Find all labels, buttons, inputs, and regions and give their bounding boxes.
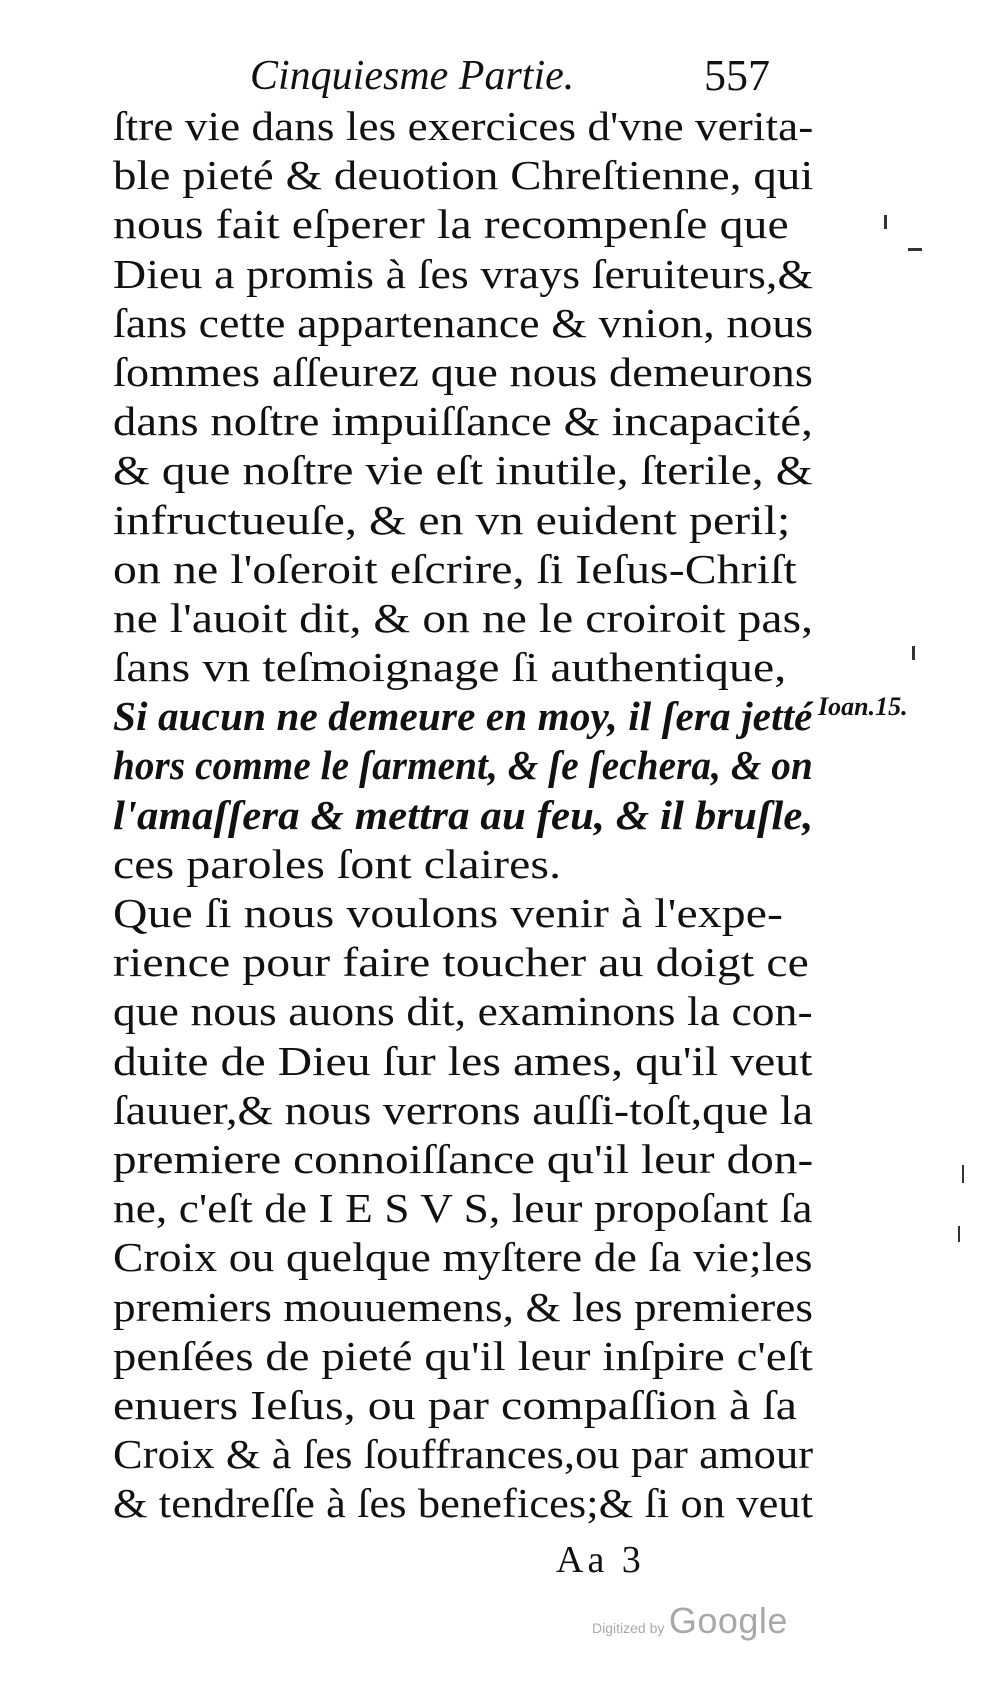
scan-speck xyxy=(884,215,887,229)
scripture-quote-line: l'amaſſera & mettra au feu, & il bruſle, xyxy=(113,791,814,838)
text-line: Que ſi nous voulons venir à l'expe- xyxy=(113,890,784,936)
signature-mark: Aa 3 xyxy=(556,1539,645,1581)
scan-speck xyxy=(908,248,922,251)
text-line: enuers Ieſus, ou par compaſſion à ſa xyxy=(113,1381,797,1428)
text-line: ſtre vie dans les exercices d'vne verita- xyxy=(113,103,814,149)
text-line: Croix ou quelque myſtere de ſa vie;les xyxy=(113,1234,813,1281)
page-number: 557 xyxy=(704,51,770,100)
text-line: Dieu a promis à ſes vrays ſeruiteurs,& xyxy=(113,250,814,297)
text-line: penſées de pieté qu'il leur inſpire c'eſt xyxy=(113,1332,813,1379)
text-line: rience pour faire toucher au doigt ce xyxy=(113,939,809,986)
scan-speck xyxy=(962,1165,964,1183)
text-line: ſans vn teſmoignage ſi authentique, xyxy=(113,644,787,691)
text-line: ſans cette appartenance & vnion, nous xyxy=(113,299,814,346)
scan-speck xyxy=(912,646,915,660)
text-line: ne l'auoit dit, & on ne le croiroit pas, xyxy=(113,594,814,641)
text-line: premiers mouuemens, & les premieres xyxy=(113,1283,814,1330)
text-line: premiere connoiſſance qu'il leur don- xyxy=(113,1135,814,1182)
scripture-quote-line: hors comme le ſarment, & ſe ſechera, & on xyxy=(113,742,813,789)
text-line: ſauuer,& nous verrons auſſi-toſt,que la xyxy=(113,1086,814,1133)
google-logo: Google xyxy=(668,1600,788,1641)
text-line: infructueuſe, & en vn euident peril; xyxy=(113,496,791,543)
text-line: & tendreſſe à ſes benefices;& ſi on veut xyxy=(113,1480,814,1527)
scan-speck xyxy=(958,1226,960,1242)
text-line: duite de Dieu ſur les ames, qu'il veut xyxy=(113,1037,813,1084)
text-line: nous fait eſperer la recompenſe que xyxy=(113,201,789,248)
margin-citation: Ioan.15. xyxy=(818,692,908,721)
text-line: ble pieté & deuotion Chreſtienne, qui xyxy=(113,152,814,199)
text-line: on ne l'oſeroit eſcrire, ſi Ieſus-Chriſt xyxy=(113,545,797,592)
running-title: Cinquiesme Partie. xyxy=(250,53,575,99)
text-line: ſommes aſſeurez que nous demeurons xyxy=(113,348,814,395)
digitization-watermark xyxy=(592,1600,788,1642)
text-line: ces paroles ſont claires. xyxy=(113,840,562,887)
text-line: dans noſtre impuiſſance & incapacité, xyxy=(113,398,813,445)
text-line: ne, c'eſt de I E S V S, leur propoſant ſa xyxy=(113,1185,813,1232)
text-line: & que noſtre vie eſt inutile, ſterile, & xyxy=(113,447,813,494)
scripture-quote-line: Si aucun ne demeure en moy, il ſera jetté xyxy=(113,693,813,740)
watermark-prefix: Digitized by xyxy=(592,1620,665,1636)
text-line: Croix & à ſes ſouffrances,ou par amour xyxy=(113,1431,814,1478)
text-line: que nous auons dit, examinons la con- xyxy=(113,988,813,1035)
body-text xyxy=(113,102,818,1528)
